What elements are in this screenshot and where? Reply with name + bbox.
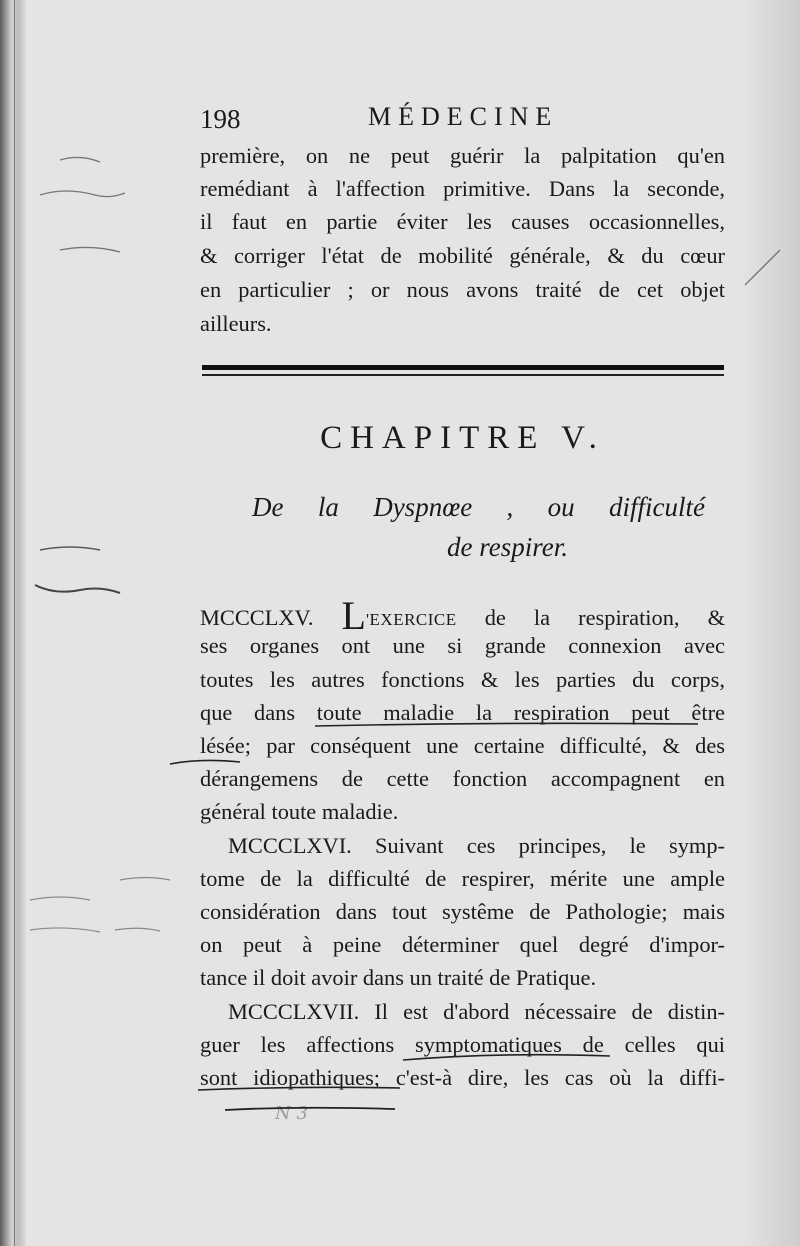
text-line: sont idiopathiques; c'est-à dire, les cas où la diffi- — [200, 1065, 725, 1090]
text-line: général toute maladie. — [200, 799, 399, 824]
text-line: MCCCLXVI. Suivant ces principes, le symp- — [228, 833, 725, 858]
drop-cap: L — [341, 593, 366, 638]
text-line: guer les affections symptomatiques de celles qui — [200, 1032, 725, 1057]
text-line: toutes les autres fonctions & les parties du corps, — [200, 667, 725, 692]
text-line: dérangemens de cette fonction accompagnent en — [200, 766, 725, 791]
text-line: ses organes ont une si grande connexion avec — [200, 633, 725, 658]
text-fragment: de la respiration, & — [484, 605, 725, 630]
text-line: ailleurs. — [200, 311, 272, 336]
text-line: considération dans tout systême de Pathologie; mais — [200, 899, 725, 924]
chapter-title: CHAPITRE V. — [320, 420, 605, 456]
text-line: & corriger l'état de mobilité générale, & du cœur — [200, 243, 725, 268]
text-line: MCCCLXVII. Il est d'abord nécessaire de distin- — [228, 999, 725, 1024]
chapter-subtitle-line2: de respirer. — [447, 532, 568, 562]
running-head: MÉDECINE — [368, 102, 559, 131]
paragraph-number: MCCCLXV. — [200, 605, 314, 630]
text-line: on peut à peine déterminer quel degré d'impor- — [200, 932, 725, 957]
page-number: 198 — [200, 104, 241, 134]
signature-mark: N 3 — [275, 1103, 308, 1124]
text-line: remédiant à l'affection primitive. Dans la seconde, — [200, 176, 725, 201]
chapter-subtitle-line1: De la Dyspnœe , ou difficulté — [252, 492, 705, 522]
text-line: il faut en partie éviter les causes occasionnelles, — [200, 209, 725, 234]
text-line: lésée; par conséquent une certaine difficulté, & des — [200, 733, 725, 758]
text-line: tance il doit avoir dans un traité de Pratique. — [200, 965, 597, 990]
small-caps-word: 'EXERCICE — [365, 610, 457, 629]
text-line: que dans toute maladie la respiration peut être — [200, 700, 725, 725]
text-line: tome de la difficulté de respirer, mérite une ample — [200, 866, 725, 891]
text-line: première, on ne peut guérir la palpitation qu'en — [200, 143, 725, 168]
text-line: en particulier ; or nous avons traité de cet objet — [200, 277, 725, 302]
